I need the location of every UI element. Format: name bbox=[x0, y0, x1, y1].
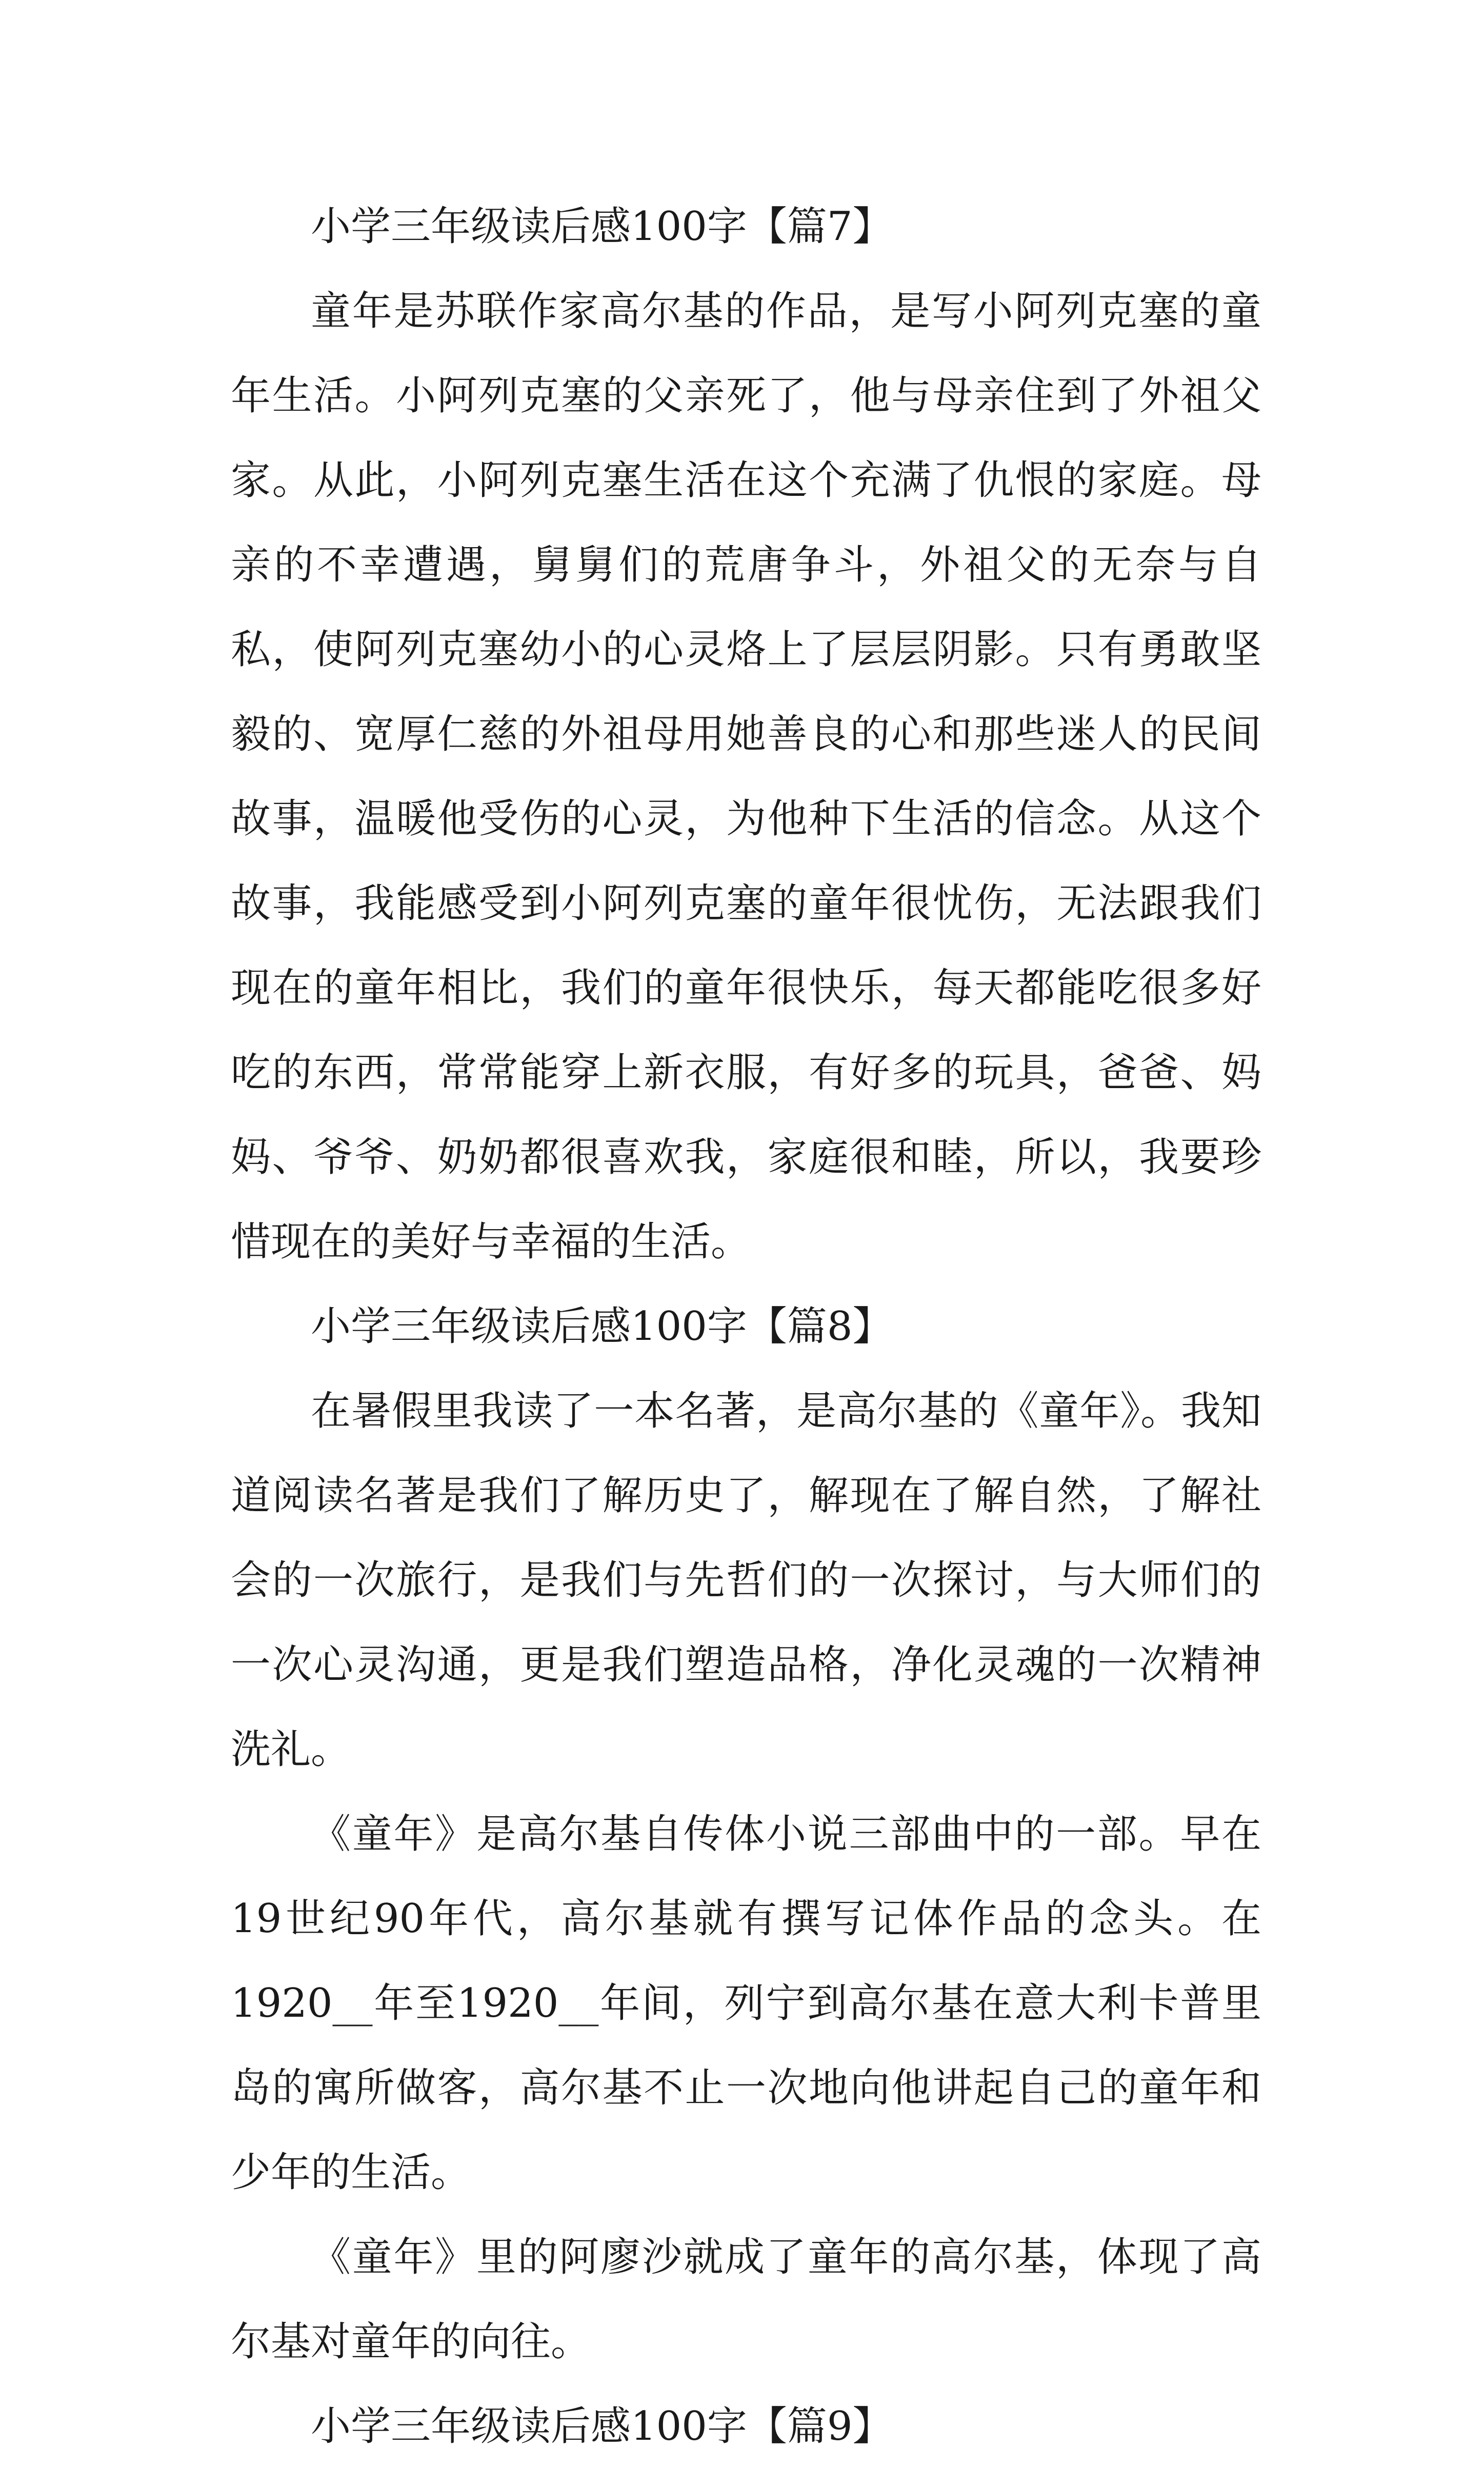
section-heading-8: 小学三年级读后感100字【篇8】 bbox=[311, 1303, 893, 1350]
body-paragraph: 《童年》里的阿廖沙就成了童年的高尔基，体现了高尔基对童年的向往。 bbox=[231, 2234, 1261, 2365]
body-paragraph: 在暑假里我读了一本名著，是高尔基的《童年》。我知道阅读名著是我们了解历史了，解现在了解自然，了解社会的一次旅行，是我们与先哲们的一次探讨，与大师们的一次心灵沟通，更是我们塑造品格，净化灵魂的一次精神洗礼。 bbox=[231, 1388, 1261, 1773]
document-body bbox=[231, 185, 1261, 2469]
body-paragraph: 童年是苏联作家高尔基的作品，是写小阿列克塞的童年生活。小阿列克塞的父亲死了，他与母亲住到了外祖父家。从此，小阿列克塞生活在这个充满了仇恨的家庭。母亲的不幸遭遇，舅舅们的荒唐争斗，外祖父的无奈与自私，使阿列克塞幼小的心灵烙上了层层阴影。只有勇敢坚毅的、宽厚仁慈的外祖母用她善良的心和那些迷人的民间故事，温暖他受伤的心灵，为他种下生活的信念。从这个故事，我能感受到小阿列克塞的童年很忧伤，无法跟我们现在的童年相比，我们的童年很快乐，每天都能吃很多好吃的东西，常常能穿上新衣服，有好多的玩具，爸爸、妈妈、爷爷、奶奶都很喜欢我，家庭很和睦，所以，我要珍惜现在的美好与幸福的生活。 bbox=[231, 288, 1261, 1265]
section-heading-7: 小学三年级读后感100字【篇7】 bbox=[311, 204, 893, 250]
body-paragraph: 《童年》是高尔基自传体小说三部曲中的一部。早在19世纪90年代，高尔基就有撰写记体作品的念头。在1920__年至1920__年间，列宁到高尔基在意大利卡普里岛的寓所做客，高尔基不止一次地向他讲起自己的童年和少年的生活。 bbox=[231, 1811, 1261, 2196]
section-heading-9: 小学三年级读后感100字【篇9】 bbox=[311, 2403, 893, 2450]
